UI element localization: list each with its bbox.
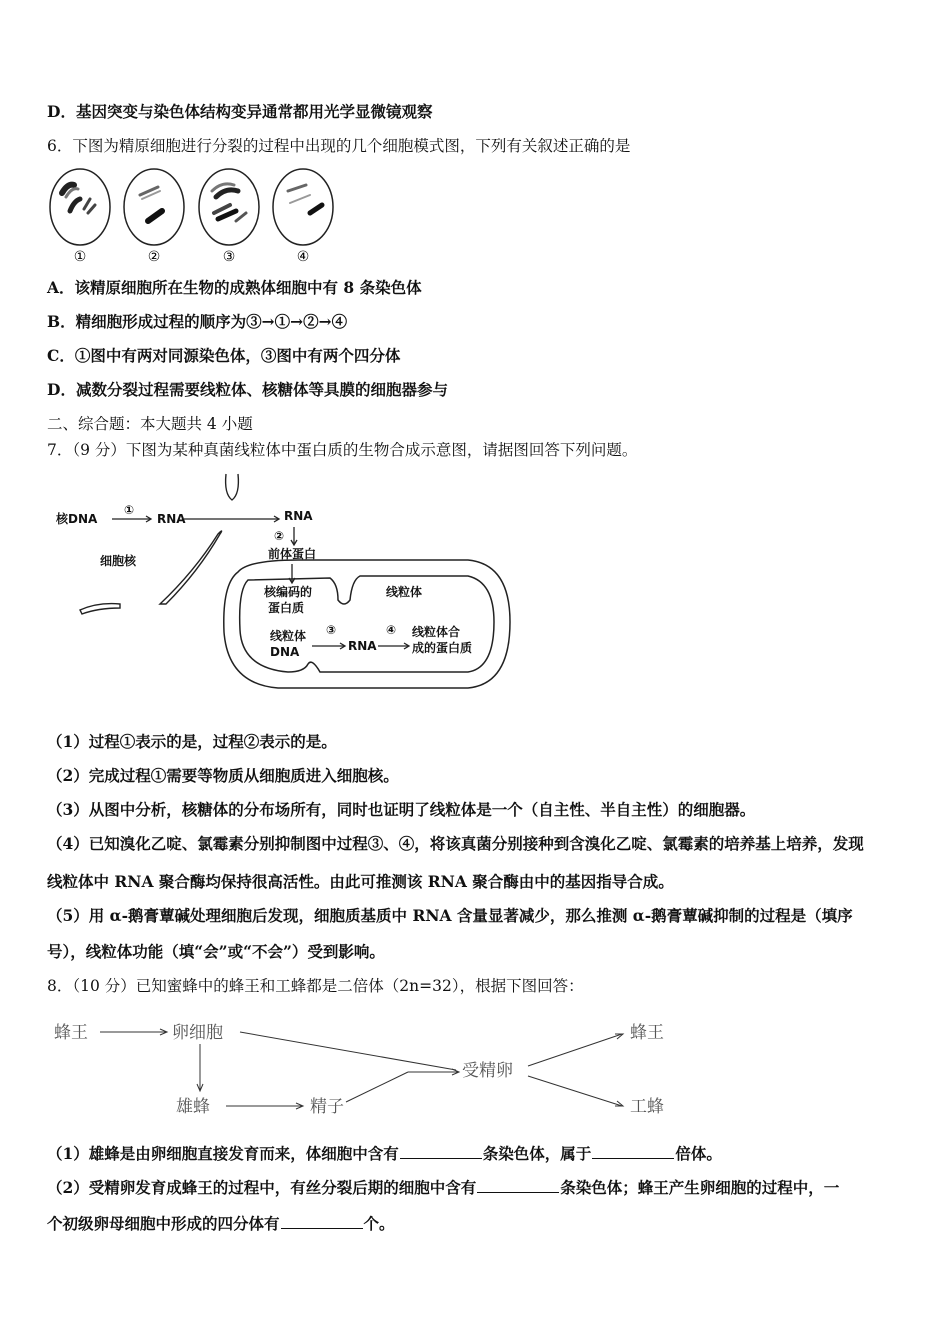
answer-blank-3[interactable] — [477, 1178, 559, 1193]
cell-4-label: ④ — [296, 249, 310, 265]
label-nuclear-encoded-1: 核编码的 — [264, 585, 313, 599]
cell-2-label: ② — [147, 249, 161, 265]
mitochondria-protein-diagram — [48, 472, 528, 700]
label-rna3: RNA — [348, 639, 377, 653]
cell-3-figure — [199, 169, 259, 245]
q6-stem: 6．下图为精原细胞进行分裂的过程中出现的几个细胞模式图，下列有关叙述正确的是 — [47, 137, 631, 155]
label-mito-dna-2: DNA — [270, 645, 300, 659]
q8-sub-2-part-d: 个。 — [363, 1214, 395, 1233]
answer-blank-4[interactable] — [281, 1214, 363, 1229]
label-mito: 线粒体 — [386, 585, 423, 599]
q8-sub-1-part-a: （1）雄蜂是由卵细胞直接发育而来，体细胞中含有 — [47, 1144, 399, 1163]
label-step3: ③ — [326, 623, 337, 637]
q8-sub-2-part-b: 条染色体；蜂王产生卵细胞的过程中，一 — [560, 1178, 840, 1197]
cell-1-label: ① — [73, 249, 87, 265]
cell-3-label: ③ — [222, 249, 236, 265]
label-step1: ① — [124, 503, 135, 517]
label-worker: 工蜂 — [630, 1097, 664, 1117]
answer-blank-1[interactable] — [400, 1144, 482, 1159]
cell-2-figure — [124, 169, 184, 245]
label-rna1: RNA — [157, 512, 186, 526]
label-nuclear-dna: 核DNA — [56, 512, 98, 526]
label-drone: 雄蜂 — [176, 1097, 210, 1117]
label-nuclear-encoded-2: 蛋白质 — [268, 601, 305, 615]
q8-sub-1 — [47, 1144, 722, 1164]
label-precursor: 前体蛋白 — [268, 547, 317, 561]
label-mito-dna-1: 线粒体 — [270, 629, 307, 643]
q7-sub-4b: 线粒体中 RNA 聚合酶均保持很高活性。由此可推测该 RNA 聚合酶由中的基因指导合成。 — [47, 872, 674, 891]
label-sperm: 精子 — [310, 1097, 344, 1117]
q8-sub-1-part-c: 倍体。 — [675, 1144, 722, 1163]
q8-sub-2-part-a: （2）受精卵发育成蜂王的过程中，有丝分裂后期的细胞中含有 — [47, 1178, 477, 1197]
q7-sub-3: （3）从图中分析，核糖体的分布场所有，同时也证明了线粒体是一个（自主性、半自主性）的细胞器。 — [47, 800, 756, 819]
q7-sub-1: （1）过程①表示的是，过程②表示的是。 — [47, 732, 337, 751]
label-step2: ② — [274, 529, 285, 543]
cell-figures — [40, 165, 340, 267]
q6-option-a: A．该精原细胞所在生物的成熟体细胞中有 8 条染色体 — [47, 278, 422, 297]
q8-sub-2-part-c: 个初级卵母细胞中形成的四分体有 — [47, 1214, 280, 1233]
label-mito-protein-2: 成的蛋白质 — [412, 641, 473, 655]
bee-reproduction-diagram — [48, 1010, 688, 1120]
cell-1-figure — [50, 169, 110, 245]
answer-blank-2[interactable] — [592, 1144, 674, 1159]
q7-sub-2: （2）完成过程①需要等物质从细胞质进入细胞核。 — [47, 766, 399, 785]
q8-stem: 8．（10 分）已知蜜蜂中的蜂王和工蜂都是二倍体（2n=32），根据下图回答： — [47, 977, 584, 995]
label-step4: ④ — [386, 623, 397, 637]
q6-option-d: D．减数分裂过程需要线粒体、核糖体等具膜的细胞器参与 — [47, 380, 448, 399]
q8-sub-2a — [47, 1178, 839, 1198]
label-zygote: 受精卵 — [462, 1061, 513, 1081]
label-rna2: RNA — [284, 509, 313, 523]
q7-sub-5a: （5）用 α-鹅膏蕈碱处理细胞后发现，细胞质基质中 RNA 含量显著减少，那么推测 α-鹅膏蕈碱抑制的过程是（填序 — [47, 906, 853, 925]
q8-sub-1-part-b: 条染色体，属于 — [482, 1144, 592, 1163]
q8-sub-2b — [47, 1214, 395, 1234]
q7-sub-4a: （4）已知溴化乙啶、氯霉素分别抑制图中过程③、④，将该真菌分别接种到含溴化乙啶、氯霉素的培养基上培养，发现 — [47, 834, 864, 853]
label-nucleus: 细胞核 — [100, 554, 137, 568]
q6-option-c: C．①图中有两对同源染色体，③图中有两个四分体 — [47, 346, 401, 365]
cell-4-figure — [273, 169, 333, 245]
q7-sub-5b: 号），线粒体功能（填“会”或“不会”）受到影响。 — [47, 942, 385, 961]
section-2-heading: 二、综合题：本大题共 4 小题 — [47, 415, 253, 433]
q7-stem: 7．（9 分）下图为某种真菌线粒体中蛋白质的生物合成示意图，请据图回答下列问题。 — [47, 441, 638, 459]
label-egg: 卵细胞 — [172, 1023, 223, 1043]
q6-option-b: B．精细胞形成过程的顺序为③→①→②→④ — [47, 312, 348, 331]
label-mito-protein-1: 线粒体合 — [412, 625, 461, 639]
label-queen: 蜂王 — [54, 1023, 88, 1043]
label-queen-2: 蜂王 — [630, 1023, 664, 1043]
q5-option-d: D．基因突变与染色体结构变异通常都用光学显微镜观察 — [47, 102, 433, 121]
